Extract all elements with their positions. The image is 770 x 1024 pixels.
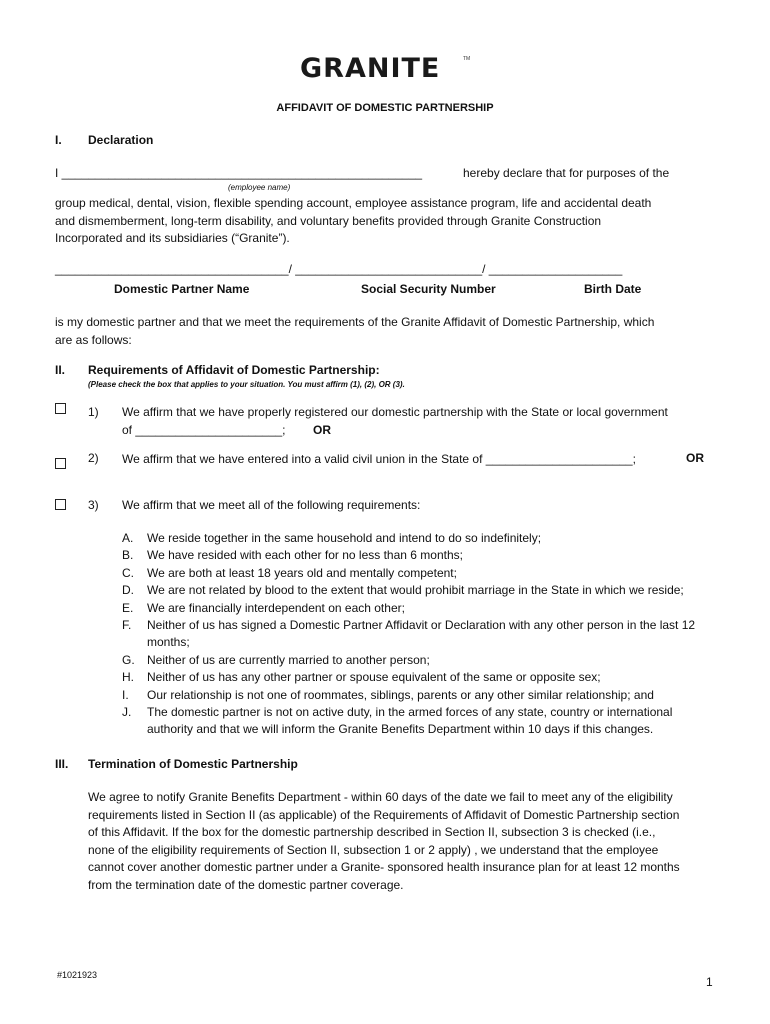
paragraph-line: is my domestic partner and that we meet the requirements of the Granite Affidavit of Domestic Partnership, which <box>55 315 655 329</box>
paragraph-line: group medical, dental, vision, flexible spending account, employee assistance program, life and accidental death <box>55 196 652 210</box>
option-1-or: OR <box>313 423 331 437</box>
paragraph-line: requirements listed in Section II (as applicable) of the Requirements of Affidavit of Domestic Partnership section <box>88 807 680 822</box>
requirement-letter: E. <box>122 600 134 615</box>
employee-name-caption: (employee name) <box>228 183 291 192</box>
option-1-text: We affirm that we have properly registered our domestic partnership with the State or local government <box>122 405 668 419</box>
option-2-text: We affirm that we have entered into a valid civil union in the State of ______________________; <box>122 452 636 466</box>
requirement-text: months; <box>147 635 190 650</box>
option-3-number: 3) <box>88 498 99 512</box>
requirement-text: Neither of us are currently married to another person; <box>147 652 430 667</box>
section-2-number: II. <box>55 363 66 377</box>
requirement-letter: H. <box>122 670 134 685</box>
section-2-heading: Requirements of Affidavit of Domestic Partnership: <box>88 363 380 377</box>
label-ssn: Social Security Number <box>361 282 496 296</box>
requirement-text: We have resided with each other for no less than 6 months; <box>147 548 463 563</box>
requirement-text: We are financially interdependent on each other; <box>147 600 405 615</box>
requirement-text: We reside together in the same household and intend to do so indefinitely; <box>147 531 542 545</box>
requirement-letter: D. <box>122 583 134 598</box>
requirement-text: Neither of us has signed a Domestic Partner Affidavit or Declaration with any other person in the last 12 <box>147 618 696 632</box>
checkbox-option-3[interactable] <box>55 499 66 510</box>
document-id: #1021923 <box>57 970 98 980</box>
label-partner-name: Domestic Partner Name <box>114 282 250 296</box>
page-number: 1 <box>706 975 713 989</box>
section-3-number: III. <box>55 757 69 771</box>
requirement-text: The domestic partner is not on active duty, in the armed forces of any state, country or international <box>147 705 673 719</box>
section-1-number: I. <box>55 133 62 147</box>
paragraph-line: cannot cover another domestic partner under a Granite- sponsored health insurance plan for at least 12 months <box>88 860 680 874</box>
requirement-text: We are both at least 18 years old and mentally competent; <box>147 565 457 580</box>
trademark-mark: TM <box>463 56 471 62</box>
checkbox-option-1[interactable] <box>55 403 66 414</box>
paragraph-line: We agree to notify Granite Benefits Department - within 60 days of the date we fail to meet any of the eligibility <box>88 790 673 804</box>
declaration-text: hereby declare that for purposes of the <box>463 166 670 180</box>
option-3-text: We affirm that we meet all of the following requirements: <box>122 498 421 512</box>
option-2-number: 2) <box>88 451 99 465</box>
requirement-text: authority and that we will inform the Granite Benefits Department within 10 days if this changes. <box>147 722 654 737</box>
section-3-heading: Termination of Domestic Partnership <box>88 757 298 771</box>
section-2-instruction: (Please check the box that applies to your situation. You must affirm (1), (2), OR (3). <box>88 380 405 389</box>
granite-logo: GRANITE <box>300 53 441 84</box>
requirement-letter: C. <box>122 565 134 580</box>
partner-info-lines[interactable]: ___________________________________/ ____________________________/ ____________________ <box>55 262 623 276</box>
paragraph-line: from the termination date of the domestic partner coverage. <box>88 877 404 892</box>
document-title: AFFIDAVIT OF DOMESTIC PARTNERSHIP <box>276 102 494 114</box>
paragraph-line: none of the eligibility requirements of Section II, subsection 1 or 2 apply) , we understand that the employee <box>88 842 659 857</box>
option-1-number: 1) <box>88 405 99 419</box>
requirement-letter: B. <box>122 548 134 563</box>
paragraph-line: and dismemberment, long-term disability, and voluntary benefits provided through Granite Construction <box>55 213 602 228</box>
paragraph-line: Incorporated and its subsidiaries (“Granite”). <box>55 231 290 245</box>
requirement-letter: A. <box>122 531 134 545</box>
requirement-text: We are not related by blood to the extent that would prohibit marriage in the State in which we reside; <box>147 583 684 598</box>
termination-paragraph <box>88 789 680 894</box>
requirement-letter: I. <box>122 687 129 702</box>
requirement-text: Neither of us has any other partner or spouse equivalent of the same or opposite sex; <box>147 670 601 685</box>
requirement-letter: J. <box>122 705 132 719</box>
label-birth-date: Birth Date <box>584 282 642 296</box>
requirement-text: Our relationship is not one of roommates, siblings, parents or any other similar relationship; and <box>147 687 654 702</box>
section-1-heading: Declaration <box>88 133 154 147</box>
requirement-letter: F. <box>122 618 132 632</box>
declaration-paragraph <box>55 195 651 248</box>
requirement-letter: G. <box>122 652 135 667</box>
option-2-or: OR <box>686 451 704 465</box>
employee-name-line[interactable]: I ______________________________________________________ <box>55 166 423 180</box>
paragraph-line: of this Affidavit. If the box for the domestic partnership described in Section II, subsection 3 is checked (i.e., <box>88 825 656 839</box>
partner-statement <box>55 314 654 349</box>
paragraph-line: are as follows: <box>55 332 132 347</box>
checkbox-option-2[interactable] <box>55 458 66 469</box>
option-1-state-line[interactable]: of ______________________; <box>122 423 286 437</box>
